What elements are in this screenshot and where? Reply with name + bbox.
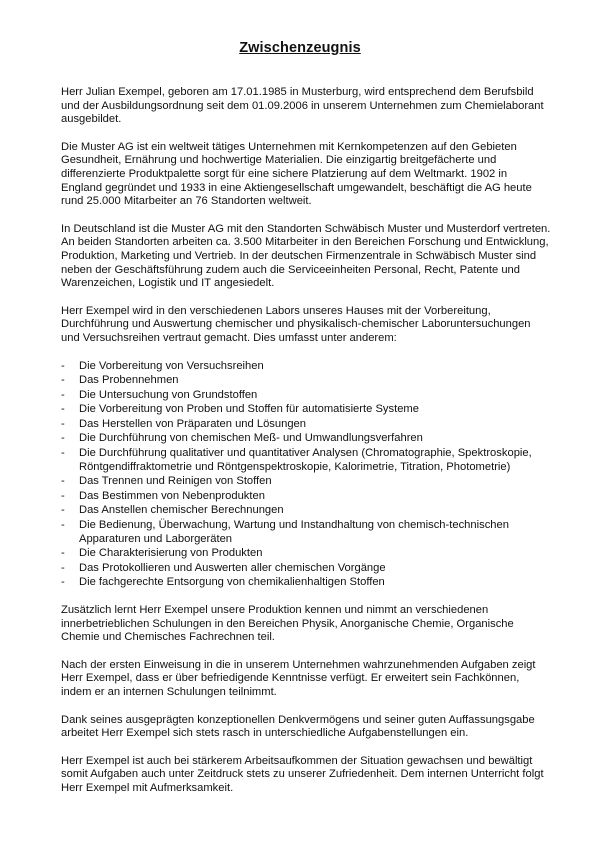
list-item — [61, 389, 551, 403]
list-item — [61, 374, 551, 388]
list-item-text: Die Untersuchung von Grundstoffen — [79, 388, 258, 401]
list-item — [61, 576, 551, 590]
list-item-text: Das Anstellen chemischer Berechnungen — [79, 504, 284, 517]
list-item-text: Das Bestimmen von Nebenprodukten — [79, 489, 265, 502]
list-item — [61, 562, 551, 576]
paragraph-comprehension: Dank seines ausgeprägten konzeptionellen Denkvermögens und seiner guten Auffassungsgabe arbeitet Herr Exempel sich stets rasch in unterschiedliche Aufgabenstellungen ein. — [61, 713, 535, 740]
document-body — [61, 86, 551, 810]
list-item — [61, 547, 551, 561]
list-marker: - — [61, 547, 65, 560]
paragraph-knowledge: Nach der ersten Einweisung in die in unserem Unternehmen wahrzunehmenden Aufgaben zeigt Herr Exempel, dass er über befriedigende Kenntnisse verfügt. Er erweitert sein Fachkönnen, indem er an internen Schulungen teilnimmt. — [61, 658, 536, 698]
list-item — [61, 490, 551, 504]
paragraph-duties-intro: Herr Exempel wird in den verschiedenen Labors unseres Hauses mit der Vorbereitung, Durchführung und Auswertung chemischer und physikalisch-chemischer Laboruntersuchungen und Versuchsreihen vertraut gemacht. Dies umfasst unter anderem: — [61, 304, 531, 344]
list-item-text: Die Durchführung von chemischen Meß- und Umwandlungsverfahren — [79, 432, 423, 445]
list-item — [61, 504, 551, 518]
list-item-text: Das Trennen und Reinigen von Stoffen — [79, 475, 272, 488]
list-marker: - — [61, 519, 65, 532]
list-item-text: Die Charakterisierung von Produkten — [79, 547, 263, 560]
list-item-text: Die Vorbereitung von Versuchsreihen — [79, 359, 264, 372]
list-marker: - — [61, 403, 65, 416]
duties-list — [61, 360, 551, 591]
paragraph-germany-locations: In Deutschland ist die Muster AG mit den Standorten Schwäbisch Muster und Musterdorf vertreten. An beiden Standorten arbeiten ca. 3.500 Mitarbeiter in den Bereichen Forschung und Entwicklung, Produktion, Marketing und Vertrieb. In der deutschen Firmenzentrale in Schwäbisch Muster sind neben der Geschäftsführung zudem auch die Serviceeinheiten Personal, Recht, Patente und Warenzeichen, Logistik und IT angesiedelt. — [61, 222, 551, 290]
list-item-text: Das Probennehmen — [79, 374, 179, 387]
list-marker: - — [61, 447, 65, 460]
list-item-text: Die fachgerechte Entsorgung von chemikalienhaltigen Stoffen — [79, 576, 385, 589]
paragraph-training: Zusätzlich lernt Herr Exempel unsere Produktion kennen und nimmt an verschiedenen innerbetrieblichen Schulungen in den Bereichen Physik, Anorganische Chemie, Organische Chemie und Chemisches Fachrechnen teil. — [61, 604, 514, 644]
paragraph-workload: Herr Exempel ist auch bei stärkerem Arbeitsaufkommen der Situation gewachsen und bewältigt somit Aufgaben auch unter Zeitdruck stets zu unserer Zufriedenheit. Dem internen Unterricht folgt Herr Exempel mit Aufmerksamkeit. — [61, 754, 544, 794]
list-marker: - — [61, 576, 65, 589]
list-marker: - — [61, 475, 65, 488]
list-marker: - — [61, 504, 65, 517]
list-item — [61, 447, 551, 474]
paragraph-intro-1: Herr Julian Exempel, geboren am 17.01.1985 in Musterburg, wird entsprechend dem Berufsbild und der Ausbildungsordnung seit dem 01.09.2006 in unserem Unternehmen zum Chemielaborant ausgebildet. — [61, 86, 544, 126]
list-marker: - — [61, 388, 65, 401]
list-marker: - — [61, 359, 65, 372]
list-item — [61, 418, 551, 432]
list-marker: - — [61, 561, 65, 574]
list-item-text: Die Durchführung qualitativer und quantitativer Analysen (Chromatographie, Spektroskopie, Röntgendiffraktometrie und Röntgenspektroskopie, Kalorimetrie, Titration, Photometrie) — [79, 447, 532, 473]
list-item-text: Das Herstellen von Präparaten und Lösungen — [79, 417, 307, 430]
paragraph-company-profile: Die Muster AG ist ein weltweit tätiges Unternehmen mit Kernkompetenzen auf den Gebieten Gesundheit, Ernährung und hochwertige Materialien. Die einzigartig breitgefächerte und differenzierte Produktpalette sorgt für eine sichere Platzierung auf dem Weltmarkt. 1902 in England gegründet und 1933 in eine Aktiengesellschaft umgewandelt, beschäftigt die AG heute rund 25.000 Mitarbeiter an 76 Standorten weltweit. — [61, 140, 532, 208]
list-marker: - — [61, 489, 65, 502]
list-item — [61, 360, 551, 374]
list-item-text: Die Bedienung, Überwachung, Wartung und Instandhaltung von chemisch-technischen Apparaturen und Laborgeräten — [79, 519, 509, 545]
document-title: Zwischenzeugnis — [239, 40, 361, 56]
list-marker: - — [61, 417, 65, 430]
list-item — [61, 403, 551, 417]
list-item-text: Das Protokollieren und Auswerten aller chemischen Vorgänge — [79, 561, 386, 574]
list-item — [61, 432, 551, 446]
list-marker: - — [61, 374, 65, 387]
list-marker: - — [61, 432, 65, 445]
list-item — [61, 475, 551, 489]
list-item — [61, 519, 551, 546]
list-item-text: Die Vorbereitung von Proben und Stoffen für automatisierte Systeme — [79, 403, 419, 416]
